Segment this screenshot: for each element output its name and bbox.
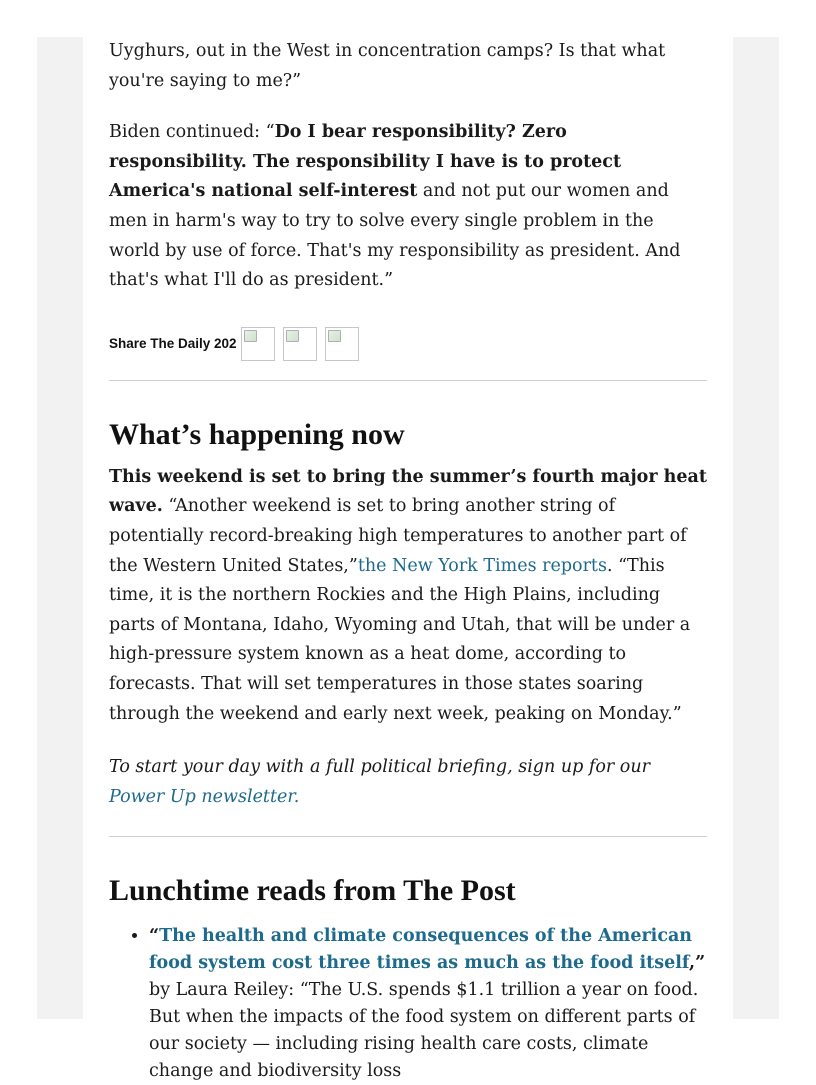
biden-rest: and not put our women and men in harm's way to try to solve every single problem in the world by use of force. That's my responsibility as president. And that's what I'll do as president.” [109, 181, 681, 291]
left-gutter [37, 37, 83, 1019]
byline-text: by Laura Reiley: “The U.S. spends $1.1 trillion a year on food. But when the impacts of the food system on different parts of our society — including rising health care costs, climate change and biodiversity loss [149, 980, 699, 1082]
heat-wave-text: “Another weekend is set to bring another string of potentially record-breaking high temperatures to another part of the Western United States,” [109, 496, 687, 576]
open-quote: “ [149, 926, 160, 947]
biden-paragraph [109, 118, 707, 296]
heat-wave-paragraph [109, 463, 707, 729]
newsletter-content [109, 37, 707, 1085]
share-icon-2[interactable] [283, 327, 317, 361]
heat-wave-text-cont: . “This time, it is the northern Rockies and the High Plains, including parts of Montana, Idaho, Wyoming and Utah, that will be under a high-pressure system known as a heat dome, according to forecasts. That will set temperatures in those states soaring through the weekend and early next week, peaking on Monday.” [109, 555, 691, 724]
close-quote: ,” [689, 953, 706, 974]
nyt-link[interactable]: the New York Times reports [357, 555, 607, 576]
biden-lead: Biden continued: “ [109, 122, 275, 143]
quote-text: Uyghurs, out in the West in concentration camps? Is that what you're saying to me?” [109, 41, 666, 91]
heat-wave-lead: This weekend is set to bring the summer’s fourth major heat wave. [109, 466, 707, 517]
section-heading-lunchtime: Lunchtime reads from The Post [109, 874, 516, 908]
section-heading-happening: What’s happening now [109, 417, 405, 451]
section-divider-2 [109, 836, 707, 837]
list-item [149, 923, 707, 1085]
power-up-link-end: . [293, 786, 300, 807]
quote-paragraph-end [109, 37, 707, 96]
right-gutter [733, 37, 779, 1019]
food-system-link[interactable] [149, 926, 692, 973]
share-row [109, 326, 707, 362]
food-system-link-text: The health and climate consequences of the American food system cost three times as much as the food itself [149, 926, 693, 974]
power-up-link[interactable]: Power Up newsletter [109, 786, 294, 807]
signup-text: To start your day with a full political briefing, sign up for our [109, 757, 650, 778]
biden-bold-quote: Do I bear responsibility? Zero responsibility. The responsibility I have is to protect America's national self-interest [109, 122, 622, 202]
share-icon-1[interactable] [241, 327, 275, 361]
signup-paragraph [109, 753, 707, 812]
share-label: Share The Daily 202 [109, 336, 237, 352]
share-icon-3[interactable] [325, 327, 359, 361]
section-divider [109, 380, 707, 381]
lunchtime-list [109, 923, 707, 1085]
